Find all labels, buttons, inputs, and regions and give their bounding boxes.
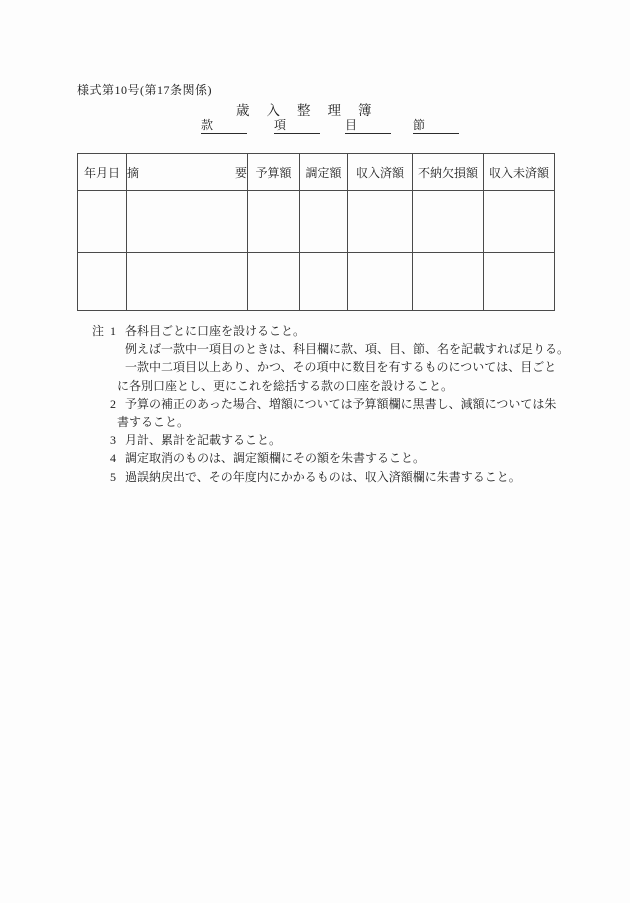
note-text: 各科目ごとに口座を設けること。 <box>125 324 306 338</box>
note-line <box>92 322 569 340</box>
category-field-label: 節 <box>413 118 426 132</box>
note-line <box>92 413 569 431</box>
category-field-ko <box>274 118 320 134</box>
column-header-unreceived: 収入未済額 <box>484 154 555 191</box>
table-cell <box>127 191 248 253</box>
note-number: 3 <box>110 433 116 448</box>
table-cell <box>348 191 413 253</box>
table-cell <box>484 191 555 253</box>
table-cell <box>484 253 555 311</box>
note-line <box>92 395 569 413</box>
table-cell <box>300 191 348 253</box>
note-line <box>92 468 569 486</box>
note-line <box>92 358 569 376</box>
note-line <box>92 449 569 467</box>
note-text: 月計、累計を記載すること。 <box>125 433 282 448</box>
table-header-row <box>78 154 555 191</box>
note-number: 1 <box>110 324 116 338</box>
table-cell <box>300 253 348 311</box>
note-marker: 注 <box>92 324 105 338</box>
table-row <box>78 253 555 311</box>
column-header-summary: 摘要 <box>127 154 248 191</box>
column-header-assessment: 調定額 <box>300 154 348 191</box>
note-number: 2 <box>110 396 116 411</box>
note-text: 一款中二項目以上あり、かつ、その項中に数目を有するものについては、目ごと <box>125 360 557 375</box>
document-title: 歳入整理簿 <box>236 103 389 118</box>
note-text: 例えば一款中一項目のときは、科目欄に款、項、目、節、名を記載すれば足りる。 <box>125 342 570 357</box>
notes-section <box>92 322 569 486</box>
column-header-uncollectible: 不納欠損額 <box>413 154 484 191</box>
note-line <box>92 340 569 358</box>
note-line <box>92 431 569 449</box>
category-field-moku <box>345 118 391 134</box>
form-number: 様式第10号(第17条関係) <box>77 83 212 97</box>
note-number: 4 <box>110 451 116 466</box>
note-text: 調定取消のものは、調定額欄にその額を朱書すること。 <box>125 451 426 466</box>
table-cell <box>413 191 484 253</box>
column-header-date: 年月日 <box>78 154 127 191</box>
note-text: 予算の補正のあった場合、増額については予算額欄に黒書し、減額については朱 <box>125 396 557 411</box>
table-row <box>78 191 555 253</box>
note-line <box>92 377 569 395</box>
category-field-setsu <box>413 118 459 134</box>
table-cell <box>413 253 484 311</box>
table-cell <box>348 253 413 311</box>
note-number: 5 <box>110 469 116 484</box>
category-field-label: 款 <box>201 118 214 132</box>
table-cell <box>127 253 248 311</box>
note-text: 過誤納戻出で、その年度内にかかるものは、収入済額欄に朱書すること。 <box>125 469 521 484</box>
category-fields-row <box>201 118 459 134</box>
note-text: に各別口座とし、更にこれを総括する款の口座を設けること。 <box>117 378 454 393</box>
table-cell <box>78 253 127 311</box>
table-cell <box>248 253 300 311</box>
category-field-kan <box>201 118 247 134</box>
table-cell <box>78 191 127 253</box>
note-text: 書すること。 <box>117 414 190 429</box>
category-field-label: 目 <box>345 118 358 132</box>
column-header-received: 収入済額 <box>348 154 413 191</box>
table-cell <box>248 191 300 253</box>
category-field-label: 項 <box>274 118 287 132</box>
column-header-budget: 予算額 <box>248 154 300 191</box>
ledger-table <box>77 153 555 311</box>
